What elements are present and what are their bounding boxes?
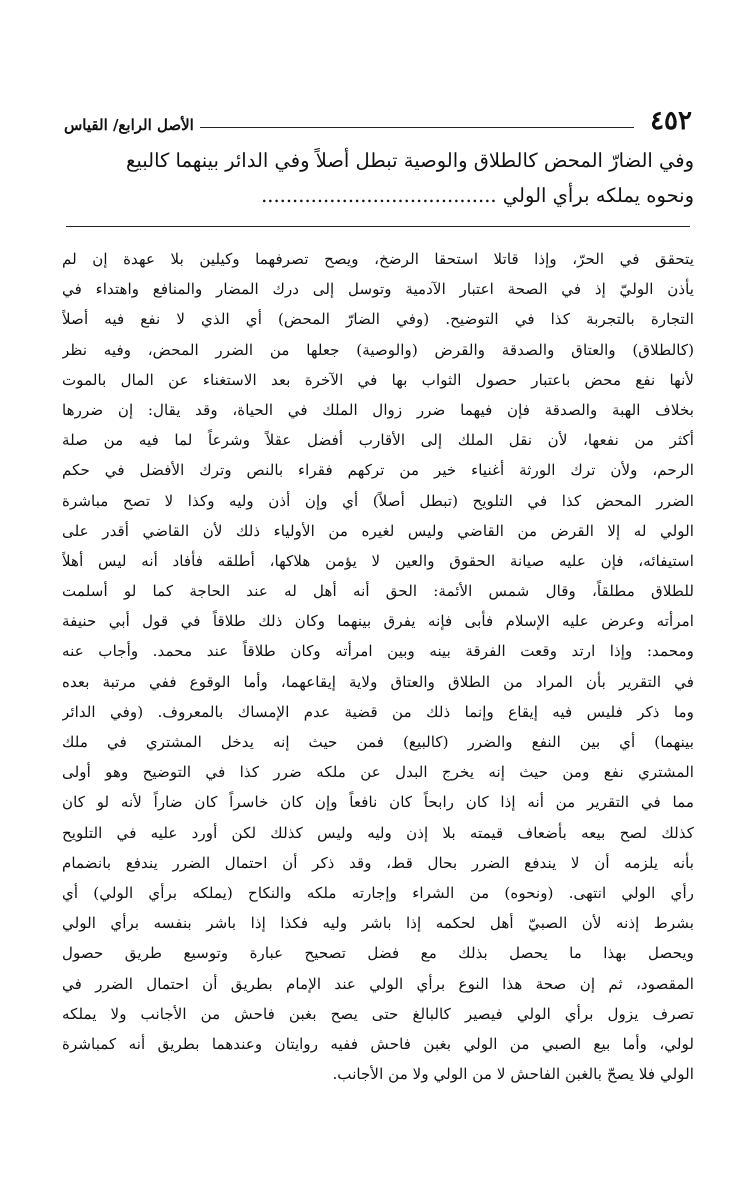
- commentary-line: الولي له إلا القرض من القاضي وليس لغيره من الأولياء ذلك لأن القاضي أقدر على: [62, 521, 694, 540]
- commentary-line: بينهما) أي بين النفع والضرر (كالبيع) فمن حيث إنه يدخل المشتري في ملك: [62, 733, 694, 751]
- commentary-line: استيفائه، فإن عليه صيانة الحقوق والعين لا يؤمن هلاكها، أطلقه فأفاد أنه ليس أهلاً: [62, 551, 694, 570]
- commentary-line: الولي فلا يصحّ بالغبن الفاحش لا من الولي ولا من الأجانب.: [332, 1065, 694, 1084]
- commentary-line: (كالطلاق) والعتاق والصدقة والقرض (والوصية) جعلها من الضرر المحض، وفيه نظر: [62, 340, 694, 359]
- main-text: [62, 143, 694, 213]
- commentary-line: أكثر من نفعها، لأن نقل الملك إلى الأقارب أفضل عقلاً وشرعاً لما فيه من صلة: [62, 431, 694, 450]
- page-header: [64, 100, 692, 136]
- commentary-line: الرحم، ولأن ترك الورثة أغنياء خير من تركهم فقراء بالنص وترك الأفضل في حكم: [62, 461, 694, 480]
- text-separator: [66, 226, 690, 227]
- commentary-line: امرأته وعرض عليه الإسلام فأبى فإنه يفرق بينهما وكان ذلك طلاقاً في قول أبي حنيفة: [62, 612, 694, 631]
- commentary-text: [62, 244, 694, 1089]
- commentary-line: بأنه يلزمه أن لا يندفع الضرر بحال قط، وقد ذكر أن احتمال الضرر يندفع بانضمام: [62, 853, 694, 872]
- commentary-line: ومحمد: وإذا ارتد وقعت الفرقة بينه وبين امرأته وكان طلاقاً عند محمد. وأجاب عنه: [62, 642, 694, 661]
- commentary-line: بخلاف الهبة والصدقة فإن فيهما ضرر زوال الملك في الحياة، وقد يقال: إن ضررها: [62, 400, 694, 419]
- commentary-line: للطلاق مطلقاً، وقال شمس الأئمة: الحق أنه أهل له عند الحاجة كما لو أسلمت: [62, 582, 694, 601]
- commentary-line: المقصود، ثم إن صحة هذا النوع برأي الولي عند الإمام بطريق أن احتمال الضرر في: [62, 974, 694, 993]
- commentary-line: في التقرير بأن المراد من الطلاق والعتاق ولاية إيقاعهما، وأما الوقوع ففي مرتبة بعده: [62, 672, 694, 691]
- commentary-line: بشرط إذنه لأن الصبيّ أهل لحكمه إذا باشر وليه فكذا إذا باشر بنفسه برأي الولي: [62, 914, 694, 933]
- commentary-line: الضرر المحض كذا في التلويح (تبطل أصلاً) أي وإن أذن وليه وكذا لا تصح مباشرة: [62, 491, 694, 510]
- main-text-line: ونحوه يملكه برأي الولي ......................................: [261, 184, 694, 207]
- commentary-line: التجارة بالتجربة كذا في التوضيح. (وفي الضارّ المحض) أي الذي لا نفع فيه أصلاً: [62, 310, 694, 329]
- commentary-line: يتحقق في الحرّ، وإذا قاتلا استحقا الرضخ، ويصح تصرفهما وكيلين بلا عهدة إن لم: [62, 250, 694, 268]
- commentary-line: كذلك لصح بيعه بأضعاف قيمته بلا إذن وليه وليس كذلك لكن أورد عليه في التلويح: [62, 823, 694, 842]
- commentary-line: رأي الولي انتهى. (ونحوه) من الشراء وإجارته ملكه والنكاح (يملكه برأي الولي) أي: [62, 883, 694, 902]
- page-number: ٤٥٢: [650, 106, 692, 136]
- running-head: الأصل الرابع/ القياس: [64, 116, 194, 134]
- commentary-line: تصرف يزول برأي الولي فيصير كالبالغ حتى يصح بغبن فاحش من الأجانب ولا يملكه: [62, 1004, 694, 1023]
- commentary-line: ويحصل بهذا ما يحصل بذلك مع فضل تصحيح عبارة وتوسيع طريق حصول: [62, 944, 694, 963]
- commentary-line: المشتري نفع ومن حيث إنه يخرج البدل عن ملكه ضرر كذا في التوضيح وهو أولى: [62, 763, 694, 782]
- commentary-line: وما ذكر فليس فيه إيقاع وإنما ذلك من قضية عدم الإمساك بالمعروف. (وفي الدائر: [62, 702, 694, 721]
- commentary-line: لأنها نفع محض باعتبار حصول الثواب بها في الآخرة بعد الاستغناء عن المال بالموت: [62, 370, 694, 389]
- commentary-line: يأذن الوليّ إذ في الصحة اعتبار الآدمية وتوسل إلى درك المضار والمنافع واهتداء في: [62, 280, 694, 299]
- header-rule: [200, 127, 634, 128]
- main-text-line: وفي الضارّ المحض كالطلاق والوصية تبطل أصلاً وفي الدائر بينهما كالبيع: [126, 149, 694, 172]
- commentary-line: مما في التقرير من أنه إذا كان رابحاً كان نافعاً وإن كان خاسراً كان ضاراً لأنه لو كان: [62, 793, 694, 812]
- commentary-line: لولي، وأما بيع الصبي من الولي بغبن فاحش ففيه روايتان وعندهما بطريق أنه كمباشرة: [62, 1034, 694, 1053]
